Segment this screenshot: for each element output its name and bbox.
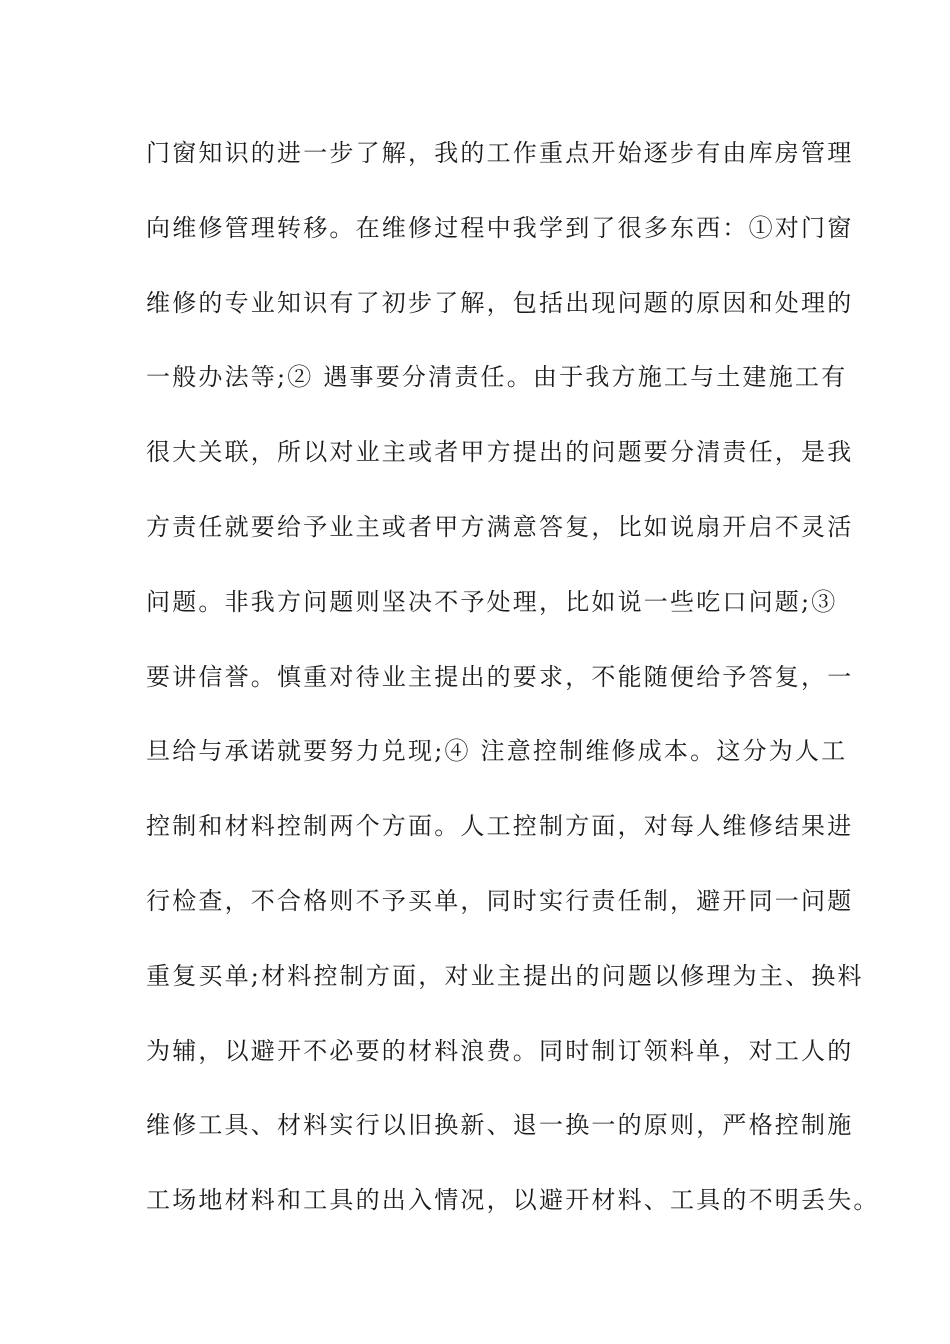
text-line-1: 门窗知识的进一步了解，我的工作重点开始逐步有由库房管理 — [146, 139, 854, 167]
text-line-13: 为辅，以避开不必要的材料浪费。同时制订领料单，对工人的 — [146, 1036, 854, 1065]
text-line-2: 向维修管理转移。在维修过程中我学到了很多东西：①对门窗 — [146, 213, 854, 242]
text-line-5: 很大关联，所以对业主或者甲方提出的问题要分清责任，是我 — [146, 438, 854, 467]
text-line-15: 工场地材料和工具的出入情况，以避开材料、工具的不明丢失。 — [146, 1186, 880, 1215]
body-text — [146, 128, 880, 1250]
text-line-14: 维修工具、材料实行以旧换新、退一换一的原则，严格控制施 — [146, 1111, 854, 1140]
text-line-6: 方责任就要给予业主或者甲方满意答复，比如说扇开启不灵活 — [146, 512, 854, 541]
text-line-4: 一般办法等;② 遇事要分清责任。由于我方施工与土建施工有 — [146, 363, 848, 392]
text-line-7: 问题。非我方问题则坚决不予处理，比如说一些吃口问题;③ — [146, 587, 838, 616]
text-line-12: 重复买单;材料控制方面，对业主提出的问题以修理为主、换料 — [146, 961, 864, 990]
text-line-8: 要讲信誉。慎重对待业主提出的要求，不能随便给予答复，一 — [146, 662, 854, 691]
text-line-9: 旦给与承诺就要努力兑现;④ 注意控制维修成本。这分为人工 — [146, 737, 848, 766]
text-line-10: 控制和材料控制两个方面。人工控制方面，对每人维修结果进 — [146, 812, 854, 841]
text-line-11: 行检查，不合格则不予买单，同时实行责任制，避开同一问题 — [146, 886, 854, 915]
text-line-3: 维修的专业知识有了初步了解，包括出现问题的原因和处理的 — [146, 288, 854, 317]
